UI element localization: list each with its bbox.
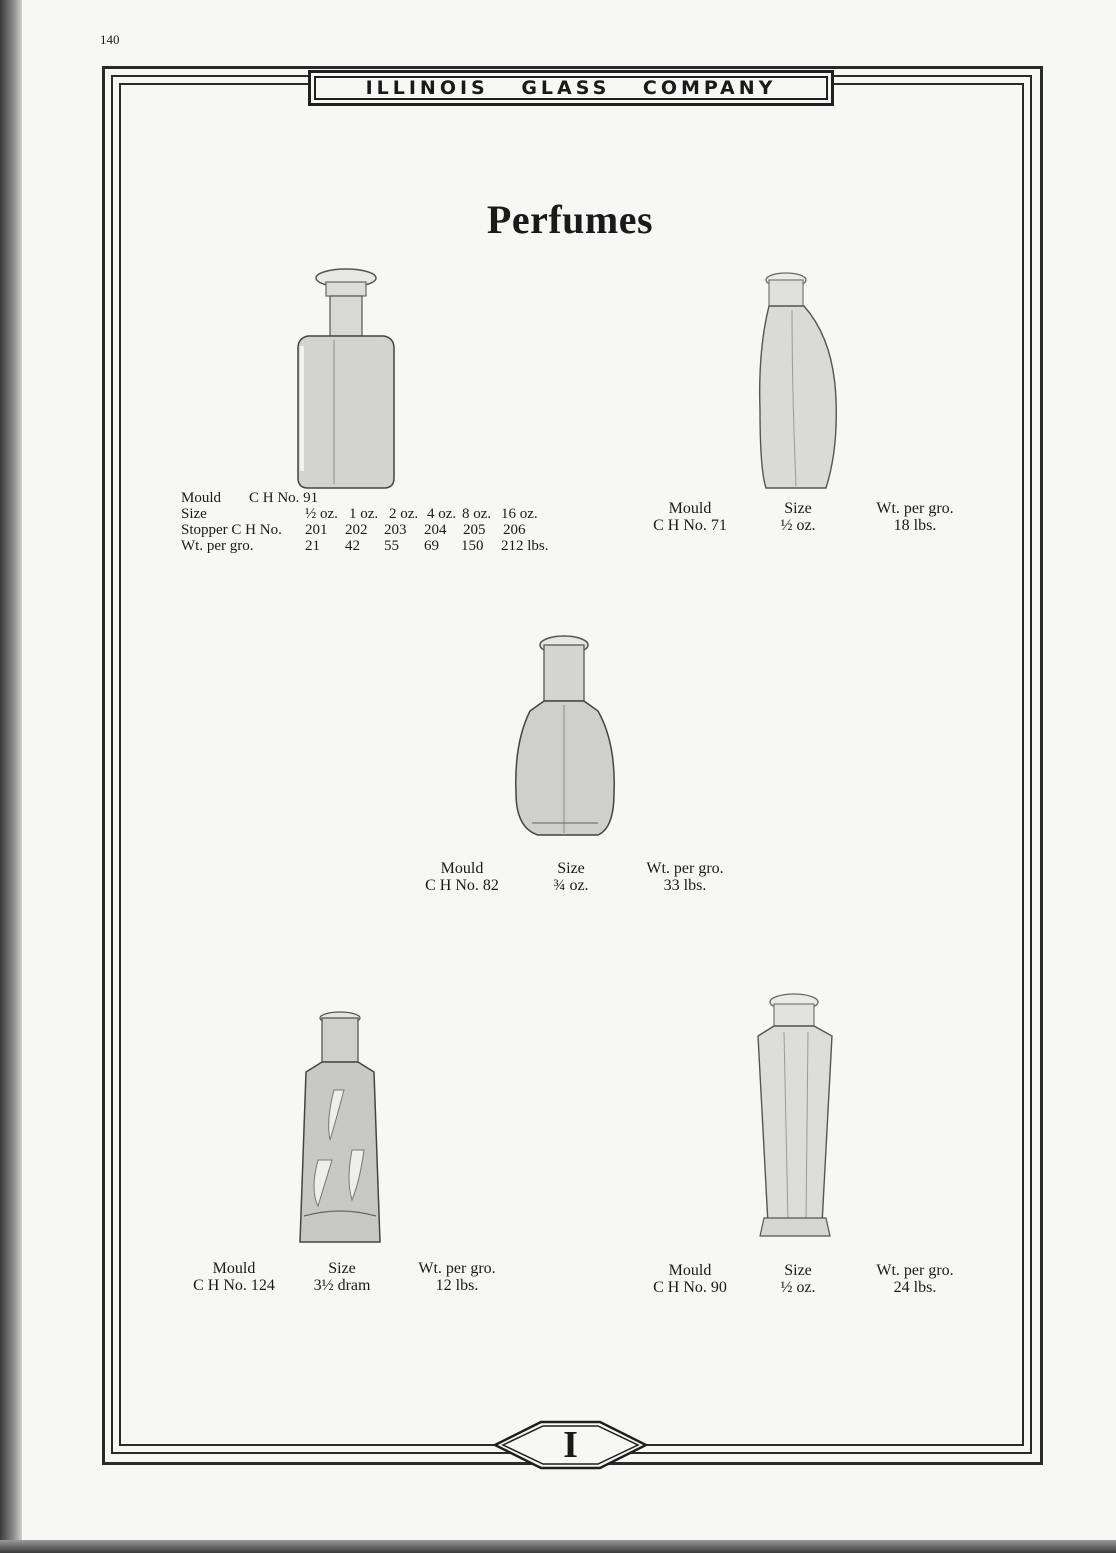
spec-ch90-weight-label: Wt. per gro.	[876, 1262, 954, 1279]
page-title: Perfumes	[486, 197, 654, 242]
bottle-ch71-illustration	[752, 270, 844, 495]
spec-ch91-weight-cell: 212 lbs.	[501, 538, 549, 554]
spec-ch124-size-value: 3½ dram	[313, 1277, 371, 1294]
bottle-ch124-illustration	[296, 1010, 386, 1248]
company-header	[308, 70, 834, 106]
spec-ch91-size-cell: 8 oz.	[462, 506, 492, 522]
spec-ch124-size-label: Size	[328, 1260, 356, 1277]
company-logo-diamond	[493, 1420, 648, 1470]
spec-ch91-weight-cell: 150	[461, 538, 484, 554]
spec-ch124-mould	[174, 1260, 294, 1294]
spec-ch71-mould	[630, 500, 750, 534]
spec-ch91-mould-no: C H No. 91	[249, 490, 319, 506]
spec-ch124-weight-label: Wt. per gro.	[418, 1260, 496, 1277]
bottle-ch90-illustration	[748, 992, 842, 1242]
spec-ch91-weight-cell: 42	[345, 538, 360, 554]
spec-ch90-mould-label: Mould	[668, 1262, 712, 1279]
spec-ch71-mould-no: C H No. 71	[653, 517, 727, 534]
spec-ch124-mould-no: C H No. 124	[193, 1277, 275, 1294]
spec-ch90-size-value: ½ oz.	[780, 1279, 816, 1296]
spec-ch71-weight-value: 18 lbs.	[893, 517, 937, 534]
spec-ch91-size-cell: 2 oz.	[389, 506, 419, 522]
spec-ch91-weight-label: Wt. per gro.	[181, 538, 254, 554]
spec-ch91-stopper-cell: 205	[463, 522, 486, 538]
bottle-ch91-illustration	[286, 266, 406, 491]
spec-ch91-mould-label: Mould	[181, 490, 222, 506]
spec-ch71-size-value: ½ oz.	[780, 517, 816, 534]
page-bottom-edge	[0, 1540, 1116, 1553]
spec-ch91-stopper-cell: 206	[503, 522, 526, 538]
spec-ch91-weight-cell: 69	[424, 538, 439, 554]
spec-ch71-size	[758, 500, 838, 534]
spec-ch91-stopper-cell: 202	[345, 522, 368, 538]
spec-ch82-mould	[402, 860, 522, 894]
spec-ch71-mould-label: Mould	[668, 500, 712, 517]
spec-ch82-size	[531, 860, 611, 894]
spec-ch90-weight-value: 24 lbs.	[893, 1279, 937, 1296]
spec-ch91-size-cell: 4 oz.	[427, 506, 457, 522]
spec-ch91-size-cell: ½ oz.	[305, 506, 338, 522]
spec-ch124-size	[298, 1260, 386, 1294]
bottle-ch82-illustration	[510, 633, 620, 843]
spec-ch82-weight-value: 33 lbs.	[663, 877, 707, 894]
spec-ch90-mould	[630, 1262, 750, 1296]
logo-letter: I	[563, 1424, 578, 1466]
spec-ch90-size	[758, 1262, 838, 1296]
spec-ch91-size-label: Size	[181, 506, 207, 522]
spec-ch91-weight-cell: 21	[305, 538, 320, 554]
company-name: ILLINOIS GLASS COMPANY	[365, 77, 777, 99]
spec-ch71-weight	[855, 500, 975, 534]
spec-ch90-weight	[855, 1262, 975, 1296]
spec-ch91-stopper-cell: 204	[424, 522, 447, 538]
spec-ch91-size-cell: 16 oz.	[501, 506, 538, 522]
spec-ch124-mould-label: Mould	[212, 1260, 256, 1277]
spec-ch82-weight	[625, 860, 745, 894]
spec-ch82-weight-label: Wt. per gro.	[646, 860, 724, 877]
spec-ch90-mould-no: C H No. 90	[653, 1279, 727, 1296]
spec-ch90-size-label: Size	[784, 1262, 812, 1279]
spec-ch91-size-cell: 1 oz.	[349, 506, 379, 522]
spec-ch71-size-label: Size	[784, 500, 812, 517]
spec-ch124-weight-value: 12 lbs.	[435, 1277, 479, 1294]
page-number: 140	[100, 32, 120, 47]
spec-ch82-size-value: ¾ oz.	[553, 877, 589, 894]
spec-ch82-mould-label: Mould	[440, 860, 484, 877]
spec-ch91-weight-cell: 55	[384, 538, 399, 554]
spec-ch71-weight-label: Wt. per gro.	[876, 500, 954, 517]
spec-ch82-size-label: Size	[557, 860, 585, 877]
spec-ch124-weight	[397, 1260, 517, 1294]
spec-ch91-stopper-cell: 203	[384, 522, 407, 538]
spec-ch82-mould-no: C H No. 82	[425, 877, 499, 894]
spec-ch91-stopper-label: Stopper C H No.	[181, 522, 282, 538]
spec-ch91-stopper-cell: 201	[305, 522, 328, 538]
